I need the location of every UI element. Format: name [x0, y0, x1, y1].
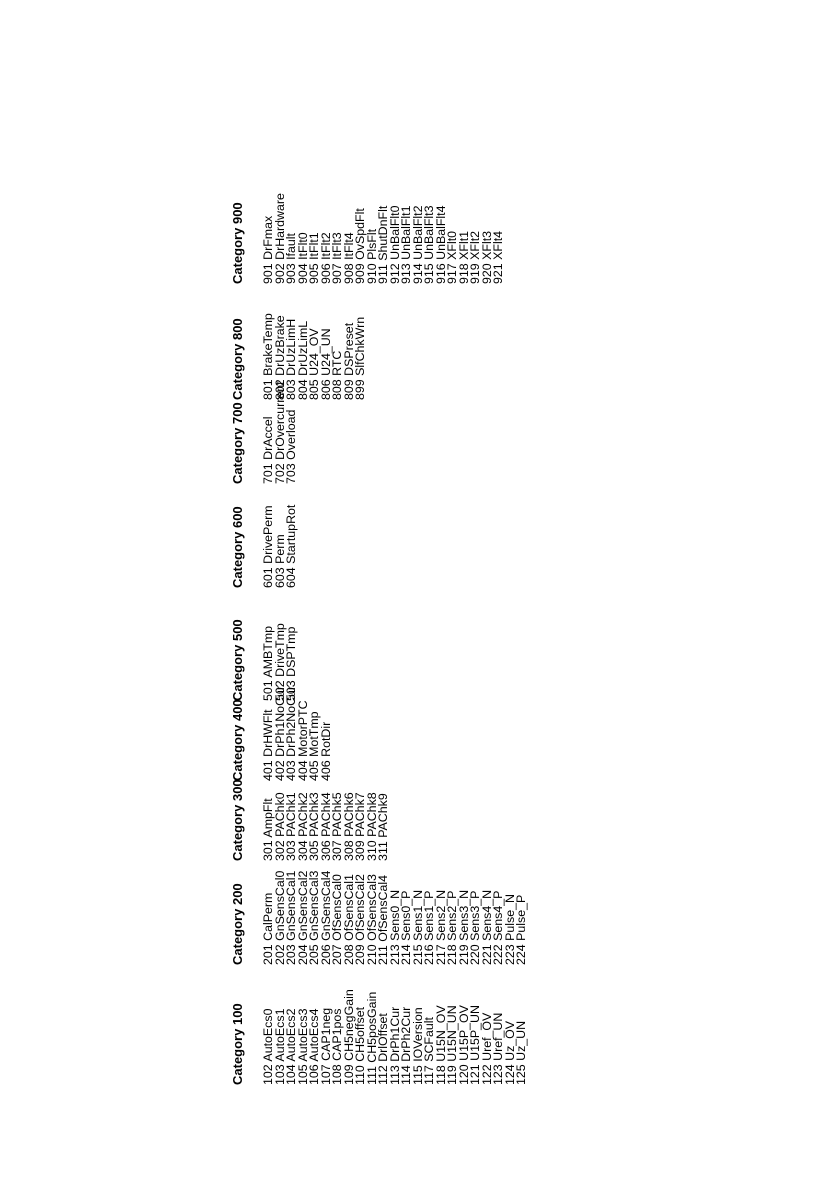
- table-cell: [378, 701, 390, 781]
- table-cell: 909 OvSpdFlt: [353, 208, 367, 284]
- table-cell: 910 PlsFlt: [364, 228, 379, 284]
- table-cell: [447, 781, 459, 861]
- header-row: [228, 145, 263, 1085]
- table-cell: [367, 284, 379, 400]
- table-cell: 123 Uref_UN: [491, 1012, 505, 1085]
- column-header: Category 200: [230, 883, 245, 965]
- table-cell: [470, 588, 482, 701]
- table-cell: 215 Sens1_N: [410, 889, 425, 965]
- table-cell: [401, 701, 413, 781]
- table-cell: [470, 400, 482, 484]
- table-cell: [378, 588, 390, 701]
- table-cell: [344, 400, 356, 484]
- table-cell: 404 MotorPTC: [295, 700, 310, 781]
- table-cell: 302 PAChk0: [272, 792, 287, 861]
- table-cell: 103 AutoEcs1: [272, 1008, 287, 1085]
- table-cell: 208 OfSensCal1: [341, 874, 356, 965]
- column-header: Category 300: [230, 779, 245, 861]
- table-cell: [436, 484, 448, 588]
- table-cell: 110 CH5offset: [353, 1006, 367, 1085]
- table-cell: 604 StartupRot: [284, 504, 298, 588]
- table-cell: 805 U24_OV: [307, 328, 321, 400]
- table-cell: [424, 781, 436, 861]
- table-cell: 105 AutoEcs3: [295, 1008, 310, 1085]
- table-cell: 402 DrPh1NoCur: [272, 685, 287, 781]
- table-cell: 125 Uz_UN: [514, 1020, 528, 1085]
- table-cell: 502 DriveTmp: [272, 623, 287, 701]
- table-cell: [482, 400, 494, 484]
- table-cell: [447, 484, 459, 588]
- table-cell: 205 GnSensCal3: [307, 870, 321, 965]
- table-cell: 119 U15N_UN: [445, 1005, 459, 1085]
- table-cell: 406 RotDir: [318, 721, 333, 781]
- table-cell: [378, 284, 390, 400]
- table-cell: [424, 484, 436, 588]
- table-cell: 214 Sens0_P: [399, 890, 413, 965]
- table-cell: 210 OfSensCal3: [364, 874, 379, 965]
- table-cell: [424, 284, 436, 400]
- table-cell: [447, 588, 459, 701]
- table-cell: 908 ItFlt4: [341, 232, 356, 284]
- table-cell: 122 Uref_OV: [479, 1012, 494, 1085]
- table-header: [228, 145, 263, 1085]
- table-cell: [309, 484, 321, 588]
- table-cell: [401, 588, 413, 701]
- table-cell: 115 IOVersion: [410, 1007, 425, 1085]
- table-cell: [413, 588, 425, 701]
- table-cell: [332, 701, 344, 781]
- table-cell: 104 AutoEcs2: [284, 1008, 298, 1085]
- table-cell: 803 DrUzLimH: [284, 318, 298, 400]
- table-cell: [459, 284, 471, 400]
- table-cell: 304 PAChk2: [295, 792, 310, 861]
- table-cell: [298, 400, 310, 484]
- table-cell: 603 Perm: [272, 534, 287, 588]
- table-cell: [332, 400, 344, 484]
- table-cell: [459, 701, 471, 781]
- table-cell: 809 DSPreset: [341, 322, 356, 400]
- table-cell: [482, 588, 494, 701]
- table-cell: [482, 284, 494, 400]
- table-cell: 118 U15N_OV: [433, 1005, 448, 1085]
- table-cell: 113 DrPh1Cur: [387, 1006, 402, 1085]
- table-cell: [516, 588, 528, 701]
- table-cell: 220 Sens3_P: [468, 890, 482, 965]
- table-cell: 907 ItFlt3: [330, 232, 344, 284]
- table-cell: 903 Ifault: [284, 233, 298, 284]
- table-cell: 503 DSPTmp: [284, 626, 298, 701]
- table-cell: 120 U15P_OV: [456, 1005, 471, 1085]
- table-cell: 920 XFlt3: [479, 230, 494, 284]
- table-cell: 223 Pulse_N: [502, 894, 517, 965]
- table-cell: 912 UnBalFlt0: [387, 205, 402, 284]
- table-cell: 911 ShutDnFlt: [376, 205, 390, 284]
- table-cell: 216 Sens1_P: [422, 890, 436, 965]
- table-cell: 117 SCFault: [422, 1017, 436, 1085]
- table-cell: 206 GnSensCal4: [318, 870, 333, 965]
- table-cell: [401, 484, 413, 588]
- table-cell: [436, 701, 448, 781]
- table-cell: 112 DrlOffset: [376, 1013, 390, 1085]
- table-cell: [470, 701, 482, 781]
- table-cell: 124 Uz_OV: [502, 1020, 517, 1085]
- table-cell: [447, 284, 459, 400]
- table-cell: [413, 284, 425, 400]
- table-cell: [459, 400, 471, 484]
- table-cell: 916 UnBalFlt4: [433, 205, 448, 284]
- table-cell: [413, 400, 425, 484]
- table-cell: [505, 588, 517, 701]
- table-cell: [447, 701, 459, 781]
- table-cell: [390, 588, 402, 701]
- table-cell: 303 PAChk1: [284, 792, 298, 861]
- table-cell: [493, 400, 505, 484]
- table-cell: [470, 781, 482, 861]
- table-cell: 213 Sens0_N: [387, 889, 402, 965]
- table-cell: 309 PAChk7: [353, 792, 367, 861]
- table-cell: 217 Sens2_N: [433, 889, 448, 965]
- table-cell: [436, 400, 448, 484]
- table-cell: [321, 588, 333, 701]
- table-cell: [401, 781, 413, 861]
- table-cell: [367, 484, 379, 588]
- table-cell: [378, 400, 390, 484]
- table-cell: 921 XFlt4: [491, 230, 505, 284]
- table-cell: 203 GnSensCal1: [284, 870, 298, 965]
- table-cell: [390, 781, 402, 861]
- table-cell: [505, 284, 517, 400]
- table-cell: [493, 588, 505, 701]
- table-cell: [505, 484, 517, 588]
- column-header: Category 600: [230, 506, 245, 588]
- table-cell: 913 UnBalFlt1: [399, 205, 413, 284]
- table-cell: [447, 400, 459, 484]
- table-cell: 806 U24_UN: [318, 328, 333, 400]
- table-cell: 202 GnSensCal0: [272, 870, 287, 965]
- table-cell: [436, 588, 448, 701]
- table-cell: 918 XFlt1: [456, 230, 471, 284]
- table-cell: 905 ItFlt1: [307, 232, 321, 284]
- table-cell: [355, 588, 367, 701]
- table-cell: [482, 484, 494, 588]
- table-cell: [413, 781, 425, 861]
- table-cell: [344, 701, 356, 781]
- table-cell: 107 CAP1neg: [318, 1007, 333, 1085]
- category-table: [228, 145, 528, 1085]
- table-cell: [344, 484, 356, 588]
- table-cell: [470, 484, 482, 588]
- table-cell: [332, 588, 344, 701]
- table-cell: 901 DrFmax: [261, 215, 275, 284]
- table-cell: 804 DrUzLimL: [295, 320, 310, 400]
- column-header: Category 400: [230, 699, 245, 781]
- table-cell: 201 CalPerm: [261, 892, 275, 965]
- table-cell: 222 Sens4_P: [491, 890, 505, 965]
- table-cell: 310 PAChk8: [364, 792, 379, 861]
- column-header: Category 100: [230, 1003, 245, 1085]
- table-cell: 308 PAChk6: [341, 792, 356, 861]
- table-cell: 401 DrHWFlt: [261, 709, 275, 781]
- table-cell: [516, 484, 528, 588]
- table-cell: 305 PAChk3: [307, 792, 321, 861]
- table-cell: 301 AmpFlt: [261, 798, 275, 861]
- table-cell: 209 OfSensCal2: [353, 874, 367, 965]
- table-cell: [424, 400, 436, 484]
- table-cell: [459, 484, 471, 588]
- table-cell: 102 AutoEcs0: [261, 1008, 275, 1085]
- column-header: Category 900: [230, 202, 245, 284]
- table-cell: [516, 284, 528, 400]
- table-cell: [413, 484, 425, 588]
- table-cell: 902 DrHardware: [272, 193, 287, 284]
- table-cell: [505, 781, 517, 861]
- table-cell: [309, 588, 321, 701]
- table-cell: [493, 284, 505, 400]
- table-cell: 919 XFlt2: [468, 230, 482, 284]
- table-cell: [505, 400, 517, 484]
- table-cell: [298, 484, 310, 588]
- column-header: Category 700: [230, 402, 245, 484]
- table-cell: 211 OfSensCal4: [376, 874, 390, 965]
- table-cell: 914 UnBalFlt2: [410, 205, 425, 284]
- table-cell: 109 CH5negGain: [341, 989, 356, 1085]
- table-cell: [482, 781, 494, 861]
- table-cell: 801 BrakeTemp: [261, 313, 275, 400]
- table-cell: 703 Overload: [284, 409, 298, 484]
- table-cell: [493, 701, 505, 781]
- table-cell: 219 Sens3_N: [456, 889, 471, 965]
- table-cell: [413, 701, 425, 781]
- table-cell: 915 UnBalFlt3: [422, 205, 436, 284]
- table-cell: [355, 400, 367, 484]
- table-cell: [378, 484, 390, 588]
- table-cell: 808 RTC: [330, 350, 344, 400]
- table-cell: 917 XFlt0: [445, 230, 459, 284]
- table-cell: 207 OfSensCal0: [330, 874, 344, 965]
- table-cell: 221 Sens4_N: [479, 889, 494, 965]
- table-cell: [424, 701, 436, 781]
- table-cell: [355, 484, 367, 588]
- table-cell: 307 PAChk5: [330, 792, 344, 861]
- table-cell: [332, 484, 344, 588]
- table-cell: 702 DrOvercurrent: [272, 381, 287, 484]
- table-cell: [516, 145, 528, 284]
- table-cell: 224 Pulse_P: [514, 894, 528, 965]
- table-cell: [459, 588, 471, 701]
- table-cell: [424, 588, 436, 701]
- table-cell: 501 AMBTmp: [261, 625, 275, 701]
- table-cell: 802 DrUzBrake: [272, 315, 287, 400]
- table-cell: 121 U15P_UN: [468, 1005, 482, 1085]
- rotated-category-table: [228, 145, 528, 1085]
- table-cell: [390, 484, 402, 588]
- table-cell: [355, 701, 367, 781]
- table-cell: 904 ItFlt0: [295, 232, 310, 284]
- table-cell: [401, 284, 413, 400]
- table-cell: [436, 284, 448, 400]
- table-cell: [470, 284, 482, 400]
- table-cell: [505, 145, 517, 284]
- table-cell: [401, 400, 413, 484]
- table-cell: [298, 588, 310, 701]
- table-cell: [516, 400, 528, 484]
- table-cell: 111 CH5posGain: [364, 991, 379, 1085]
- table-cell: [516, 701, 528, 781]
- table-cell: [344, 588, 356, 701]
- table-cell: 403 DrPh2NoCur: [284, 685, 298, 781]
- table-cell: [482, 701, 494, 781]
- table-cell: [309, 400, 321, 484]
- table-cell: 601 DrivePerm: [261, 505, 275, 588]
- table-cell: 701 DrAccel: [261, 416, 275, 484]
- table-cell: [493, 781, 505, 861]
- table-cell: 306 PAChk4: [318, 792, 333, 861]
- table-row: [516, 145, 528, 1085]
- table-cell: [493, 484, 505, 588]
- table-cell: [321, 484, 333, 588]
- table-cell: [367, 701, 379, 781]
- table-cell: [516, 781, 528, 861]
- table-cell: [390, 701, 402, 781]
- table-cell: [367, 588, 379, 701]
- table-cell: [436, 781, 448, 861]
- table-cell: 114 DrPh2Cur: [399, 1006, 413, 1085]
- table-cell: 108 CAP1pos: [330, 1008, 344, 1085]
- table-cell: [321, 400, 333, 484]
- table-cell: [390, 400, 402, 484]
- table-cell: 311 PAChk9: [376, 793, 390, 861]
- table-cell: [367, 400, 379, 484]
- table-cell: 218 Sens2_P: [445, 890, 459, 965]
- table-cell: 106 AutoEcs4: [307, 1008, 321, 1085]
- table-cell: [390, 284, 402, 400]
- column-header: Category 800: [230, 318, 245, 400]
- table-cell: 906 ItFlt2: [318, 232, 333, 284]
- table-body: [263, 145, 528, 1085]
- table-cell: [505, 701, 517, 781]
- table-cell: 204 GnSensCal2: [295, 870, 310, 965]
- column-header: Category 500: [230, 619, 245, 701]
- table-cell: 899 SlfChkWrn: [353, 316, 367, 400]
- table-cell: 405 MotTmp: [307, 711, 321, 781]
- table-cell: [459, 781, 471, 861]
